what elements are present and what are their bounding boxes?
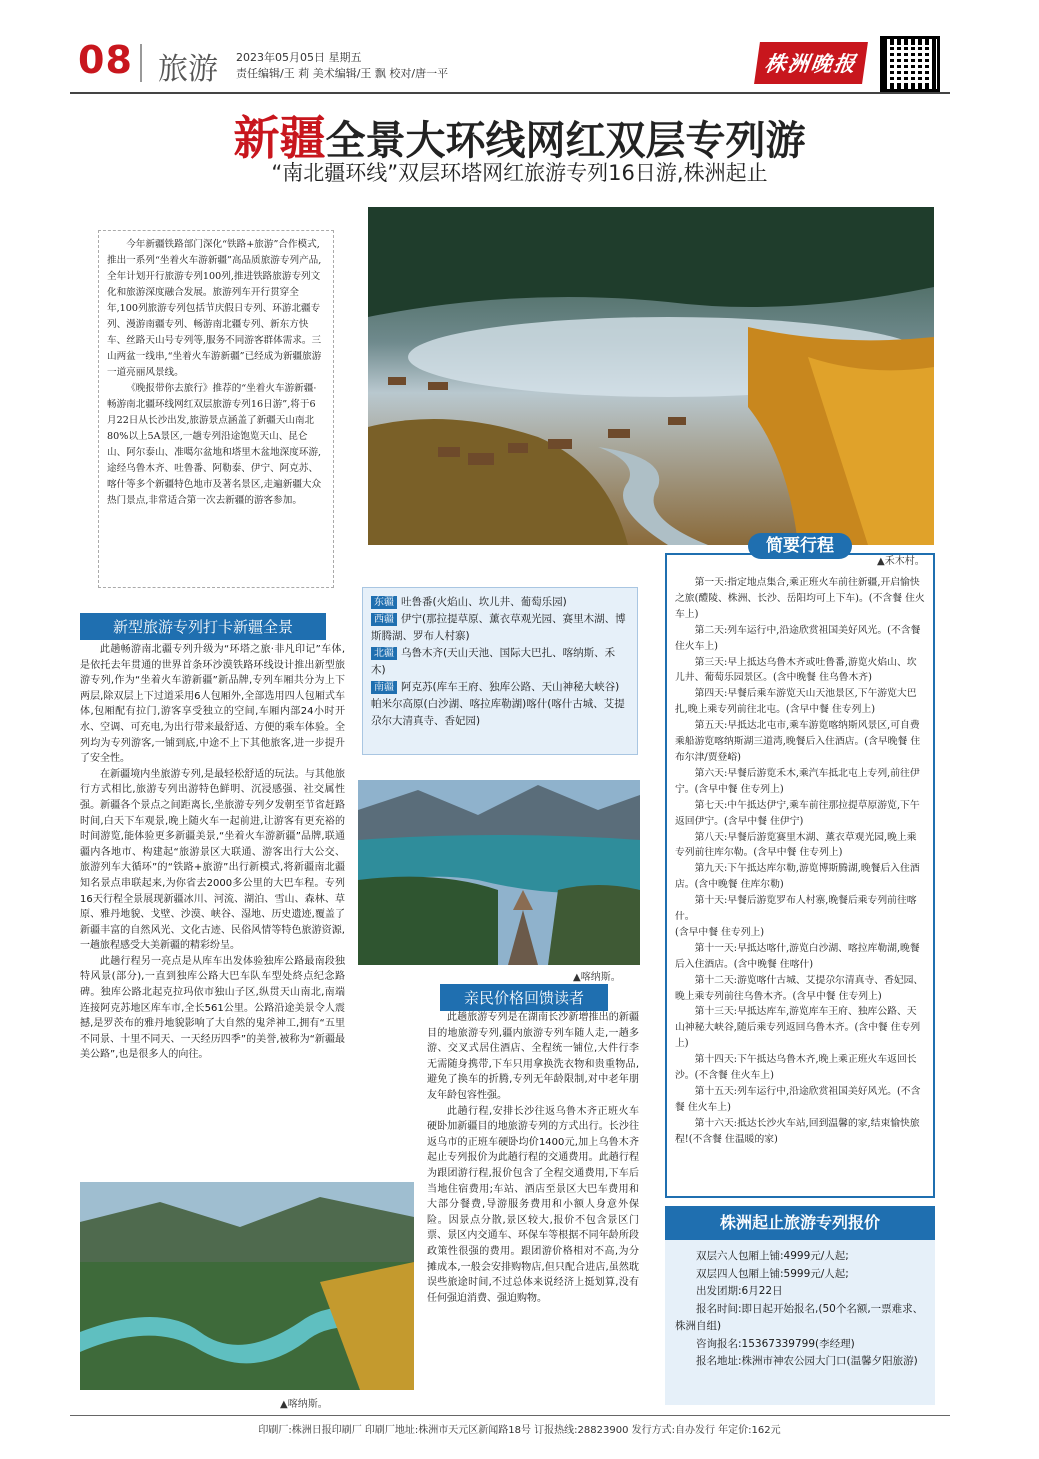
region-item [371, 594, 629, 611]
region-text: 吐鲁番(火焰山、坎儿井、葡萄乐园) [401, 596, 567, 608]
section2-paragraph: 此趟旅游专列是在湖南长沙新增推出的新疆目的地旅游专列,疆内旅游专列车随人走,一趟多游、交叉式居住酒店、全程统一铺位,大件行李无需随身携带,下车只用拿换洗衣物和贵重物品,避免了换车的折腾,专列无年龄限制,对中老年朋友年龄包容性强。 [427, 1012, 639, 1101]
itinerary-day: 第一天:指定地点集合,乘正班火车前往新疆,开启愉快之旅(醴陵、株洲、长沙、岳阳均可上下车)。(不含餐 住火车上) [675, 577, 925, 620]
region-item [371, 611, 629, 645]
footer-rule [70, 1415, 950, 1416]
kanas-lake-photo [358, 780, 640, 965]
itinerary-day: 第十三天:早抵达库车,游览库车王府、独库公路、天山神秘大峡谷,随后乘专列返回乌鲁木齐。(含中餐 住专列上) [675, 1006, 921, 1050]
itinerary-day: (含早中餐 住专列上) [675, 926, 765, 938]
itinerary-day: 第七天:中午抵达伊宁,乘车前往那拉提草原游览,下午返回伊宁。(含早中餐 住伊宁) [675, 799, 920, 827]
price-item: 出发团期:6月22日 [696, 1285, 783, 1297]
region-text: 阿克苏(库车王府、独库公路、天山神秘大峡谷)帕米尔高原(白沙湖、喀拉库勒湖)喀什(喀什古城、艾提尕尔大清真寺、香妃园) [371, 681, 625, 727]
footer: 印刷厂:株洲日报印刷厂 印刷厂地址:株洲市天元区新闻路18号 订报热线:28823900 发行方式:自办发行 年定价:162元 [258, 1425, 781, 1436]
kanas-caption-1: ▲喀纳斯。 [573, 972, 621, 983]
section2-paragraph: 此趟行程,安排长沙往返乌鲁木齐正班火车硬卧加新疆目的地旅游专列的方式出行。长沙往返乌市的正班车硬卧均价1400元,加上乌鲁木齐起止专列报价为此趟行程的交通费用。此趟行程为跟团游行程,报价包含了全程交通费用,下车后当地住宿费用;车站、酒店至景区大巴车费用和大部分餐费,导游服务费用和小额人身意外保险。因景点分散,景区较大,报价不包含景区门票、景区内交通车、环保车等根据不同年龄所段政策性很强的费用。跟团游价格相对不高,为分摊成本,一般会安排购物店,但只配合进店,虽然耽误些旅途时间,不过总体来说经济上挺划算,没有任何强迫消费、强迫购物。 [427, 1105, 639, 1304]
price-item: 咨询报名:15367339799(李经理) [696, 1337, 855, 1350]
itinerary-day: 第六天:早餐后游览禾木,乘汽车抵北屯上专列,前往伊宁。(含早中餐 住专列上) [675, 767, 920, 795]
kanas-lake-image [358, 780, 640, 965]
region-text: 乌鲁木齐(天山天池、国际大巴扎、喀纳斯、禾木) [371, 647, 616, 676]
itinerary-day: 第二天:列车运行中,沿途欣赏祖国美好风光。(不含餐 住火车上) [675, 624, 921, 652]
price-item: 双层六人包厢上铺:4999元/人起; [696, 1250, 849, 1262]
itinerary-box [665, 553, 935, 1198]
qr-code-icon [880, 36, 940, 92]
price-item: 双层四人包厢上铺:5999元/人起; [696, 1267, 849, 1280]
section1-paragraph: 在新疆境内坐旅游专列,是最轻松舒适的玩法。与其他旅行方式相比,旅游专列出游特色鲜明、沉浸感强、社交属性强。新疆各个景点之间距离长,坐旅游专列夕发朝至节省赶路时间,白天下车观景,晚上随火车一起前进,让游客有更充裕的时间游览,能体验更多新疆美景,“坐着火车游新疆”品牌,联通疆内各地市、构建起“旅游景区大联通、游客出行大公交、旅游列车大循环”的“铁路+旅游”出行新模式,将新疆南北疆知名景点串联起来,为你省去2000多公里的大巴车程。专列16天行程全景展现新疆冰川、河流、湖泊、雪山、森林、草原、雅丹地貌、戈壁、沙漠、峡谷、湿地、历史遗迹,覆盖了新疆丰富的自然风光、文化古迹、民俗风情等特色旅游资源,一趟旅程感受大美新疆的精彩纷呈。 [80, 768, 345, 952]
kanas-river-image [80, 1182, 414, 1390]
section2-title: 亲民价格回馈读者 [440, 984, 608, 1011]
hemu-village-photo [368, 207, 934, 545]
kanas-river-photo [80, 1182, 414, 1390]
newspaper-logo: 株洲晚报 [754, 42, 868, 84]
region-item [371, 679, 629, 730]
section1-title: 新型旅游专列打卡新疆全景 [80, 613, 326, 640]
section1-paragraph: 此趟畅游南北疆专列升级为“环塔之旅·非凡印记”车体,是依托去年贯通的世界首条环沙漠铁路环线设计推出新型旅游专列,作为“坐着火车游新疆”新品牌,专列车厢共分为上下两层,除双层上下过道采用6人包厢外,全部选用四人包厢式车体,包厢配有拉门,游客享受独立的空间,车厢内部24小时开水、空调、可充电,为出行带来最舒适、方便的乘车体验。全列均为专列游客,一铺到底,中途不上下其他旅客,进一步提升了安全性。 [80, 644, 345, 765]
section1-paragraph: 此趟行程另一亮点是从库车出发体验独库公路最南段独特风景(部分),一直到独库公路大巴车队车型处終点纪念路碑。独库公路北起克拉玛依市独山子区,纵贯天山南北,南端连接阿克苏地区库车市,全长561公里。公路沿途美景令人震撼,是罗茨布的雅丹地貌影响了大自然的鬼斧神工,拥有“五里不同景、十里不同天、一天经历四季”的美誉,被称为“新疆最美公路”,也是很多人的向往。 [80, 955, 345, 1061]
itinerary-day: 第十二天:游览喀什古城、艾提尕尔清真寺、香妃园、晚上乘专列前往乌鲁木齐。(含早中餐 住专列上) [675, 974, 924, 1002]
hemu-caption: ▲禾木村。 [877, 556, 925, 567]
itinerary-day: 第十天:早餐后游览罗布人村寨,晚餐后乘专列前往喀什。 [675, 895, 917, 923]
section-name: 旅游 [158, 52, 218, 87]
page-number: 08 [78, 38, 133, 82]
intro-paragraph: 《晚报带你去旅行》推荐的“坐着火车游新疆·畅游南北疆环线网红双层旅游专列16日游”,将于6月22日从长沙出发,旅游景点涵盖了新疆天山南北80%以上5A景区,一趟专列沿途饱览天山、昆仑山、阿尔泰山、准噶尔盆地和塔里木盆地深度环游,途经乌鲁木齐、吐鲁番、阿勒泰、伊宁、阿克苏、喀什等多个新疆特色地市及著名景区,走遍新疆大众热门景点,非常适合第一次去新疆的游客参加。 [107, 383, 322, 506]
itinerary-day: 第十一天:早抵达喀什,游览白沙湖、喀拉库勒湖,晚餐后入住酒店。(含中晚餐 住喀什) [675, 942, 920, 970]
region-tag: 北疆 [371, 647, 397, 660]
region-item [371, 645, 629, 679]
region-tag: 西疆 [371, 613, 397, 626]
price-title: 株洲起止旅游专列报价 [665, 1206, 935, 1240]
header-rule [70, 92, 950, 94]
intro-paragraph: 今年新疆铁路部门深化“铁路+旅游”合作模式,推出一系列“坐着火车游新疆”高品质旅游专列产品,全年计划开行旅游专列100列,推进铁路旅游专列文化和旅游深度融合发展。旅游列车开行贯穿全年,100列旅游专列包括节庆假日专列、环游北疆专列、漫游南疆专列、畅游南北疆专列、新东方快车、丝路天山号专列等,服务不同游客群体需求。三山两盆一线串,“坐着火车游新疆”已经成为新疆旅游一道亮丽风景线。 [107, 239, 322, 378]
itinerary-day: 第十四天:下午抵达乌鲁木齐,晚上乘正班火车返回长沙。(不含餐 住火车上) [675, 1054, 917, 1082]
itinerary-day: 第八天:早餐后游览赛里木湖、薰衣草观光园,晚上乘专列前往库尔勒。(含早中餐 住专列上) [675, 831, 917, 859]
price-item: 报名地址:株洲市神农公园大门口(温馨夕阳旅游) [696, 1355, 918, 1367]
section1-body [80, 642, 345, 1082]
header-meta [236, 50, 448, 82]
itinerary-day: 第五天:早抵达北屯市,乘车游览喀纳斯风景区,可自费乘船游览喀纳斯湖三道湾,晚餐后入住酒店。(含早晚餐 住布尔津/贾登峪) [675, 720, 921, 763]
issue-date: 2023年05月05日 星期五 [236, 51, 362, 64]
section2-body [427, 1010, 639, 1405]
editors: 责任编辑/王 莉 美术编辑/王 飘 校对/唐一平 [236, 67, 449, 80]
itinerary-day: 第三天:早上抵达乌鲁木齐或吐鲁番,游览火焰山、坎儿井、葡萄乐园景区。(含中晚餐 住乌鲁木齐) [675, 656, 917, 684]
itinerary-day: 第九天:下午抵达库尔勒,游览博斯腾湖,晚餐后入住酒店。(含中晚餐 住库尔勒) [675, 863, 920, 891]
headline-highlight: 新疆 [233, 111, 326, 165]
kanas-caption-2: ▲喀纳斯。 [280, 1399, 328, 1410]
hemu-landscape-image [368, 207, 934, 545]
price-item: 报名时间:即日起开始报名,(50个名额,一票难求、株洲自组) [675, 1302, 924, 1332]
itinerary-day: 第四天:早餐后乘车游览天山天池景区,下午游览大巴扎,晚上乘专列前往北屯。(含早中餐 住专列上) [675, 688, 917, 716]
regions-box [362, 587, 638, 755]
region-text: 伊宁(那拉提草原、薰衣草观光园、赛里木湖、博斯腾湖、罗布人村寨) [371, 613, 626, 642]
price-box [665, 1240, 935, 1405]
itinerary-day: 第十六天:抵达长沙火车站,回到温馨的家,结束愉快旅程!(不含餐 住温暖的家) [675, 1117, 920, 1145]
headline-rest: 全景大环线网红双层专列游 [325, 118, 806, 164]
intro-box [98, 230, 334, 588]
itinerary-day: 第十五天:列车运行中,沿途欣赏祖国美好风光。(不含餐 住火车上) [675, 1086, 921, 1113]
itinerary-title: 简要行程 [748, 533, 852, 559]
region-tag: 南疆 [371, 681, 397, 694]
header-divider [140, 44, 142, 82]
subtitle: “南北疆环线”双层环塔网红旅游专列16日游,株洲起止 [271, 161, 768, 185]
region-tag: 东疆 [371, 596, 397, 609]
